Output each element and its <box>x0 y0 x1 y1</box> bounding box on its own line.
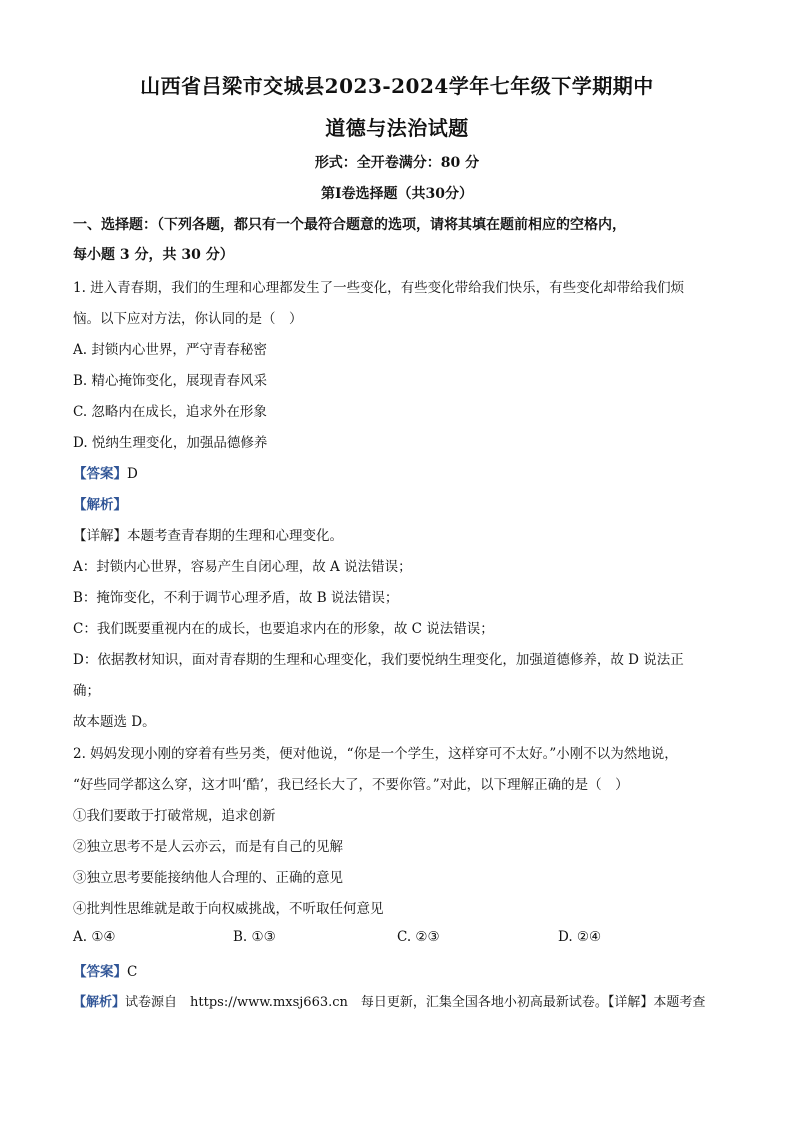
answer-tag: 【答案】 <box>73 964 127 980</box>
q2-option-a: A. ①④ <box>73 929 116 945</box>
exam-form: 形式：全开卷满分：80 分 <box>314 155 480 171</box>
q2-statement-3: ③独立思考要能接纳他人合理的、正确的意见 <box>73 870 343 886</box>
q1-analysis-heading <box>73 493 127 513</box>
q1-detail: 【详解】本题考查青春期的生理和心理变化。 <box>73 528 343 544</box>
analysis-tag: 【解析】 <box>73 497 127 513</box>
q2-stem-line2: “好些同学都这么穿，这才叫‘酷’，我已经长大了，不要你管。”对此，以下理解正确的是（ ） <box>73 777 629 793</box>
q1-conclusion: 故本题选 D。 <box>73 714 156 730</box>
q1-answer-value: D <box>127 466 138 482</box>
instructions-line1: 一、选择题：（下列各题，都只有一个最符合题意的选项，请将其填在题前相应的空格内， <box>73 217 626 233</box>
q1-explain-d-line2: 确； <box>73 683 100 699</box>
q1-answer <box>73 462 138 482</box>
q2-statement-1: ①我们要敢于打破常规，追求创新 <box>73 808 276 824</box>
q1-explain-b: B：掩饰变化，不利于调节心理矛盾，故 B 说法错误； <box>73 590 399 606</box>
q2-answer-value: C <box>127 964 138 980</box>
q1-explain-c: C：我们既要重视内在的成长，也要追求内在的形象，故 C 说法错误； <box>73 621 494 637</box>
q2-analysis-text: 试卷源自 https://www.mxsj663.cn 每日更新，汇集全国各地小初高最新试卷。【详解】本题考查 <box>125 995 706 1010</box>
q1-option-a: A. 封锁内心世界，严守青春秘密 <box>73 342 267 358</box>
q1-stem-line2: 恼。以下应对方法，你认同的是（ ） <box>73 311 303 327</box>
q1-explain-d-line1: D：依据教材知识，面对青春期的生理和心理变化，我们要悦纳生理变化，加强道德修养，故 D 说法正 <box>73 652 684 668</box>
exam-title: 山西省吕梁市交城县2023-2024学年七年级下学期期中 <box>140 74 654 98</box>
q2-option-b: B. ①③ <box>233 929 276 945</box>
q2-statement-4: ④批判性思维就是敢于向权威挑战，不听取任何意见 <box>73 901 384 917</box>
answer-tag: 【答案】 <box>73 466 127 482</box>
q2-statement-2: ②独立思考不是人云亦云，而是有自己的见解 <box>73 839 343 855</box>
q2-option-d: D. ②④ <box>558 929 602 945</box>
q1-option-b: B. 精心掩饰变化，展现青春风采 <box>73 373 268 389</box>
q2-stem-line1: 2. 妈妈发现小刚的穿着有些另类，便对他说，“你是一个学生，这样穿可不太好。”小刚不以为然地说， <box>73 746 678 762</box>
exam-subject: 道德与法治试题 <box>325 116 469 140</box>
q2-answer <box>73 960 137 980</box>
q1-stem-line1: 1. 进入青春期，我们的生理和心理都发生了一些变化，有些变化带给我们快乐，有些变化却带给我们烦 <box>73 280 685 296</box>
q2-analysis <box>73 991 705 1010</box>
q2-option-c: C. ②③ <box>397 929 440 945</box>
q1-option-c: C. 忽略内在成长，追求外在形象 <box>73 404 267 420</box>
section-heading: 第Ⅰ卷选择题（共30分） <box>320 186 474 202</box>
analysis-tag: 【解析】 <box>73 995 126 1010</box>
instructions-line2: 每小题 3 分，共 30 分） <box>73 247 234 263</box>
q1-option-d: D. 悦纳生理变化，加强品德修养 <box>73 435 268 451</box>
q1-explain-a: A：封锁内心世界，容易产生自闭心理，故 A 说法错误； <box>73 559 412 575</box>
